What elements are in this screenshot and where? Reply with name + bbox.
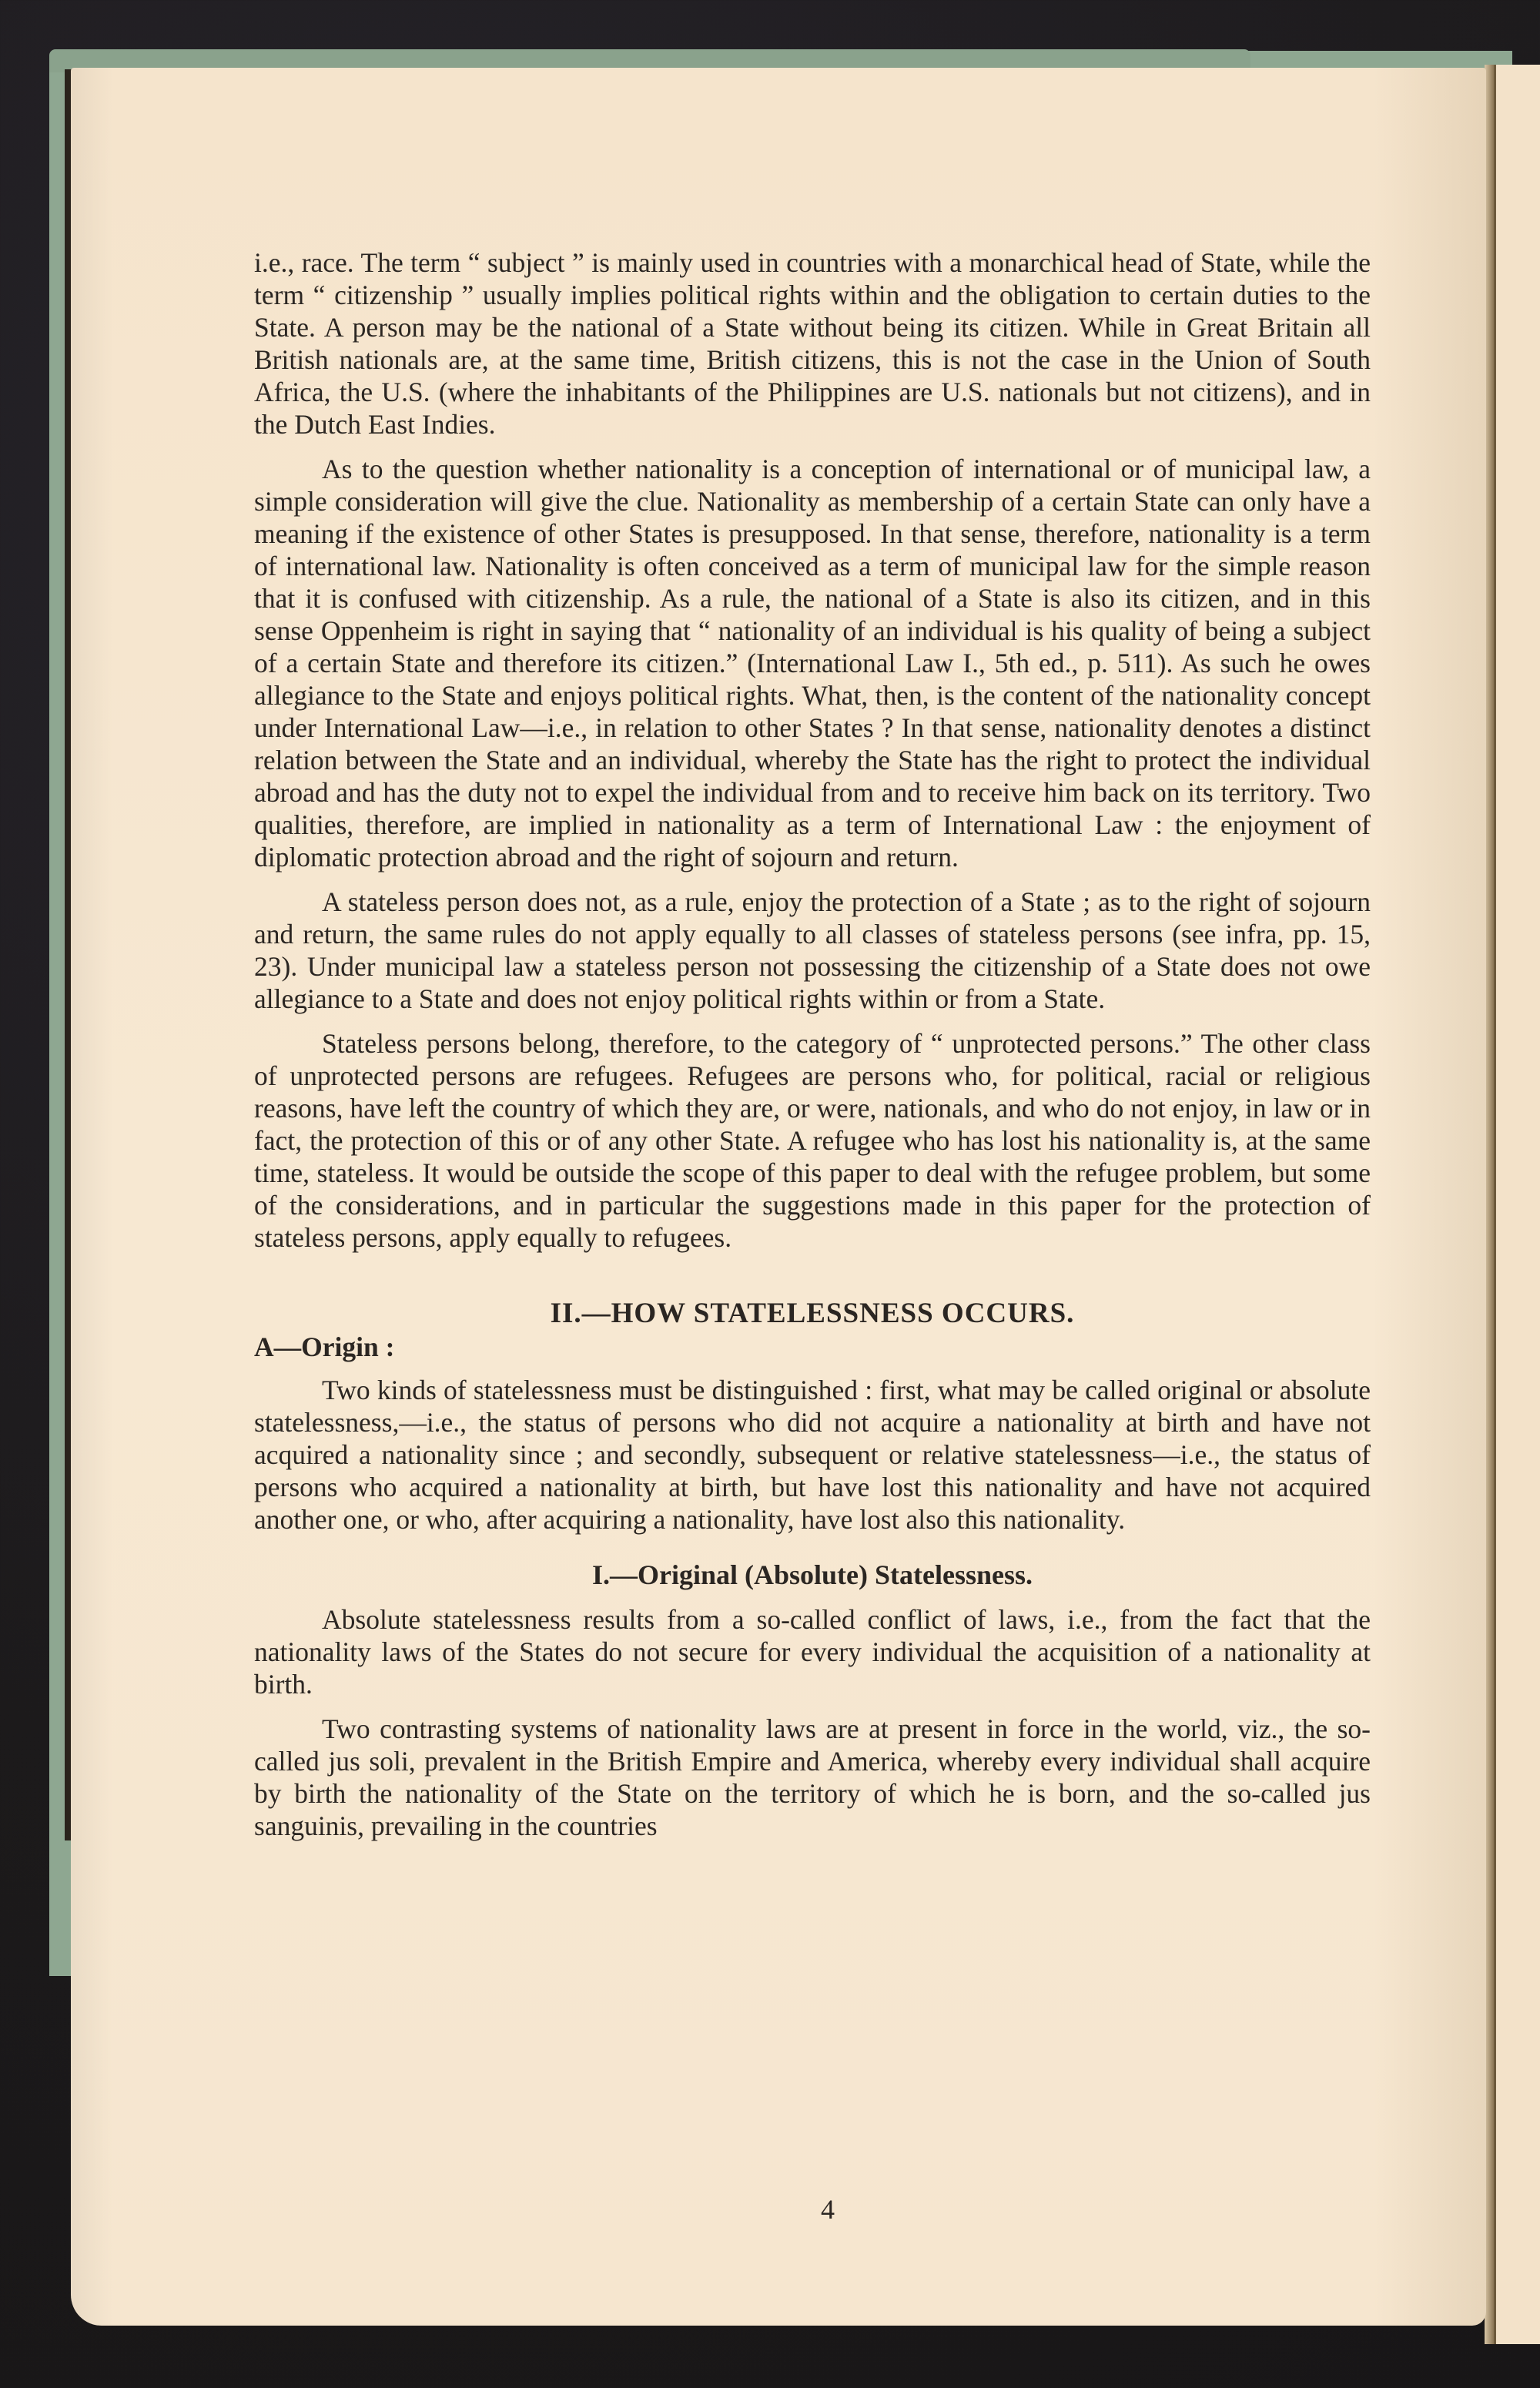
page-text — [254, 246, 1371, 1854]
subsection-heading: I.—Original (Absolute) Statelessness. — [591, 1559, 1033, 1590]
page-number — [0, 2193, 1540, 2226]
paragraph-7: Two contrasting systems of nationality laws are at present in force in the world, viz., the so-called jus soli, prevalent in the British Empire and America, whereby every individual shall acquire by birth the nationality of the State on the territory of which he is born, and the so-called jus sanguinis, prevailing in the countries — [254, 1713, 1371, 1841]
paragraph-1: i.e., race. The term “ subject ” is mainly used in countries with a monarchical head of State, while the term “ citizenship ” usually implies political rights within and the obligation to certain duties to the State. A person may be the national of a State without being its citizen. While in Great Britain all British nationals are, at the same time, British citizens, this is not the case in the Union of South Africa, the U.S. (where the inhabitants of the Philippines are U.S. nationals but not citizens), and in the Dutch East Indies. — [254, 247, 1371, 440]
page-number-value: 4 — [821, 2194, 835, 2225]
paragraph-3: A stateless person does not, as a rule, enjoy the protection of a State ; as to the right of sojourn and return, the same rules do not apply equally to all classes of stateless persons (see infra, pp. 15, 23). Under municipal law a stateless person not possessing the citizenship of a State does not owe allegiance to a State and does not enjoy political rights within or from a State. — [254, 886, 1371, 1014]
paragraph-6: Absolute statelessness results from a so-called conflict of laws, i.e., from the fact that the nationality laws of the States do not secure for every individual the acquisition of a nationality at birth. — [254, 1604, 1371, 1700]
subheading-origin: A—Origin : — [254, 1331, 395, 1362]
paragraph-4: Stateless persons belong, therefore, to the category of “ unprotected persons.” The other class of unprotected persons are refugees. Refugees are persons who, for political, racial or religious reasons, have left the country of which they are, or were, nationals, and who do not enjoy, in law or in fact, the protection of this or of any other State. A refugee who has lost his nationality is, at the same time, stateless. It would be outside the scope of this paper to deal with the refugee problem, but some of the considerations, and in particular the suggestions made in this paper for the protection of stateless persons, apply equally to refugees. — [254, 1028, 1371, 1253]
facing-page-edge — [1494, 65, 1540, 2344]
paragraph-2: As to the question whether nationality is a conception of international or of municipal law, a simple consideration will give the clue. Nationality as membership of a certain State can only have a meaning if the existence of other States is presupposed. In that sense, therefore, nationality is a term of international law. Nationality is often conceived as a term of municipal law for the simple reason that it is confused with citizenship. As a rule, the national of a State is also its citizen, and in this sense Oppenheim is right in saying that “ nationality of an individual is his quality of being a subject of a certain State and therefore its citizen.” (International Law I., 5th ed., p. 511). As such he owes allegiance to the State and enjoys political rights. What, then, is the content of the nationality concept under International Law—i.e., in relation to other States ? In that sense, nationality denotes a distinct relation between the State and an individual, whereby the State has the right to protect the individual abroad and has the duty not to expel the individual from and to receive him back on its territory. Two qualities, therefore, are implied in nationality as a term of International Law : the enjoyment of diplomatic protection abroad and the right of sojourn and return. — [254, 454, 1371, 872]
section-heading: II.—HOW STATELESSNESS OCCURS. — [550, 1298, 1075, 1329]
paragraph-5: Two kinds of statelessness must be distinguished : first, what may be called original or absolute statelessness,—i.e., the status of persons who did not acquire a nationality at birth and have not acquired a nationality since ; and secondly, subsequent or relative statelessness—i.e., the status of persons who acquired a nationality at birth, but have lost this nationality and have not acquired another one, or who, after acquiring a nationality, have lost also this nationality. — [254, 1375, 1371, 1535]
